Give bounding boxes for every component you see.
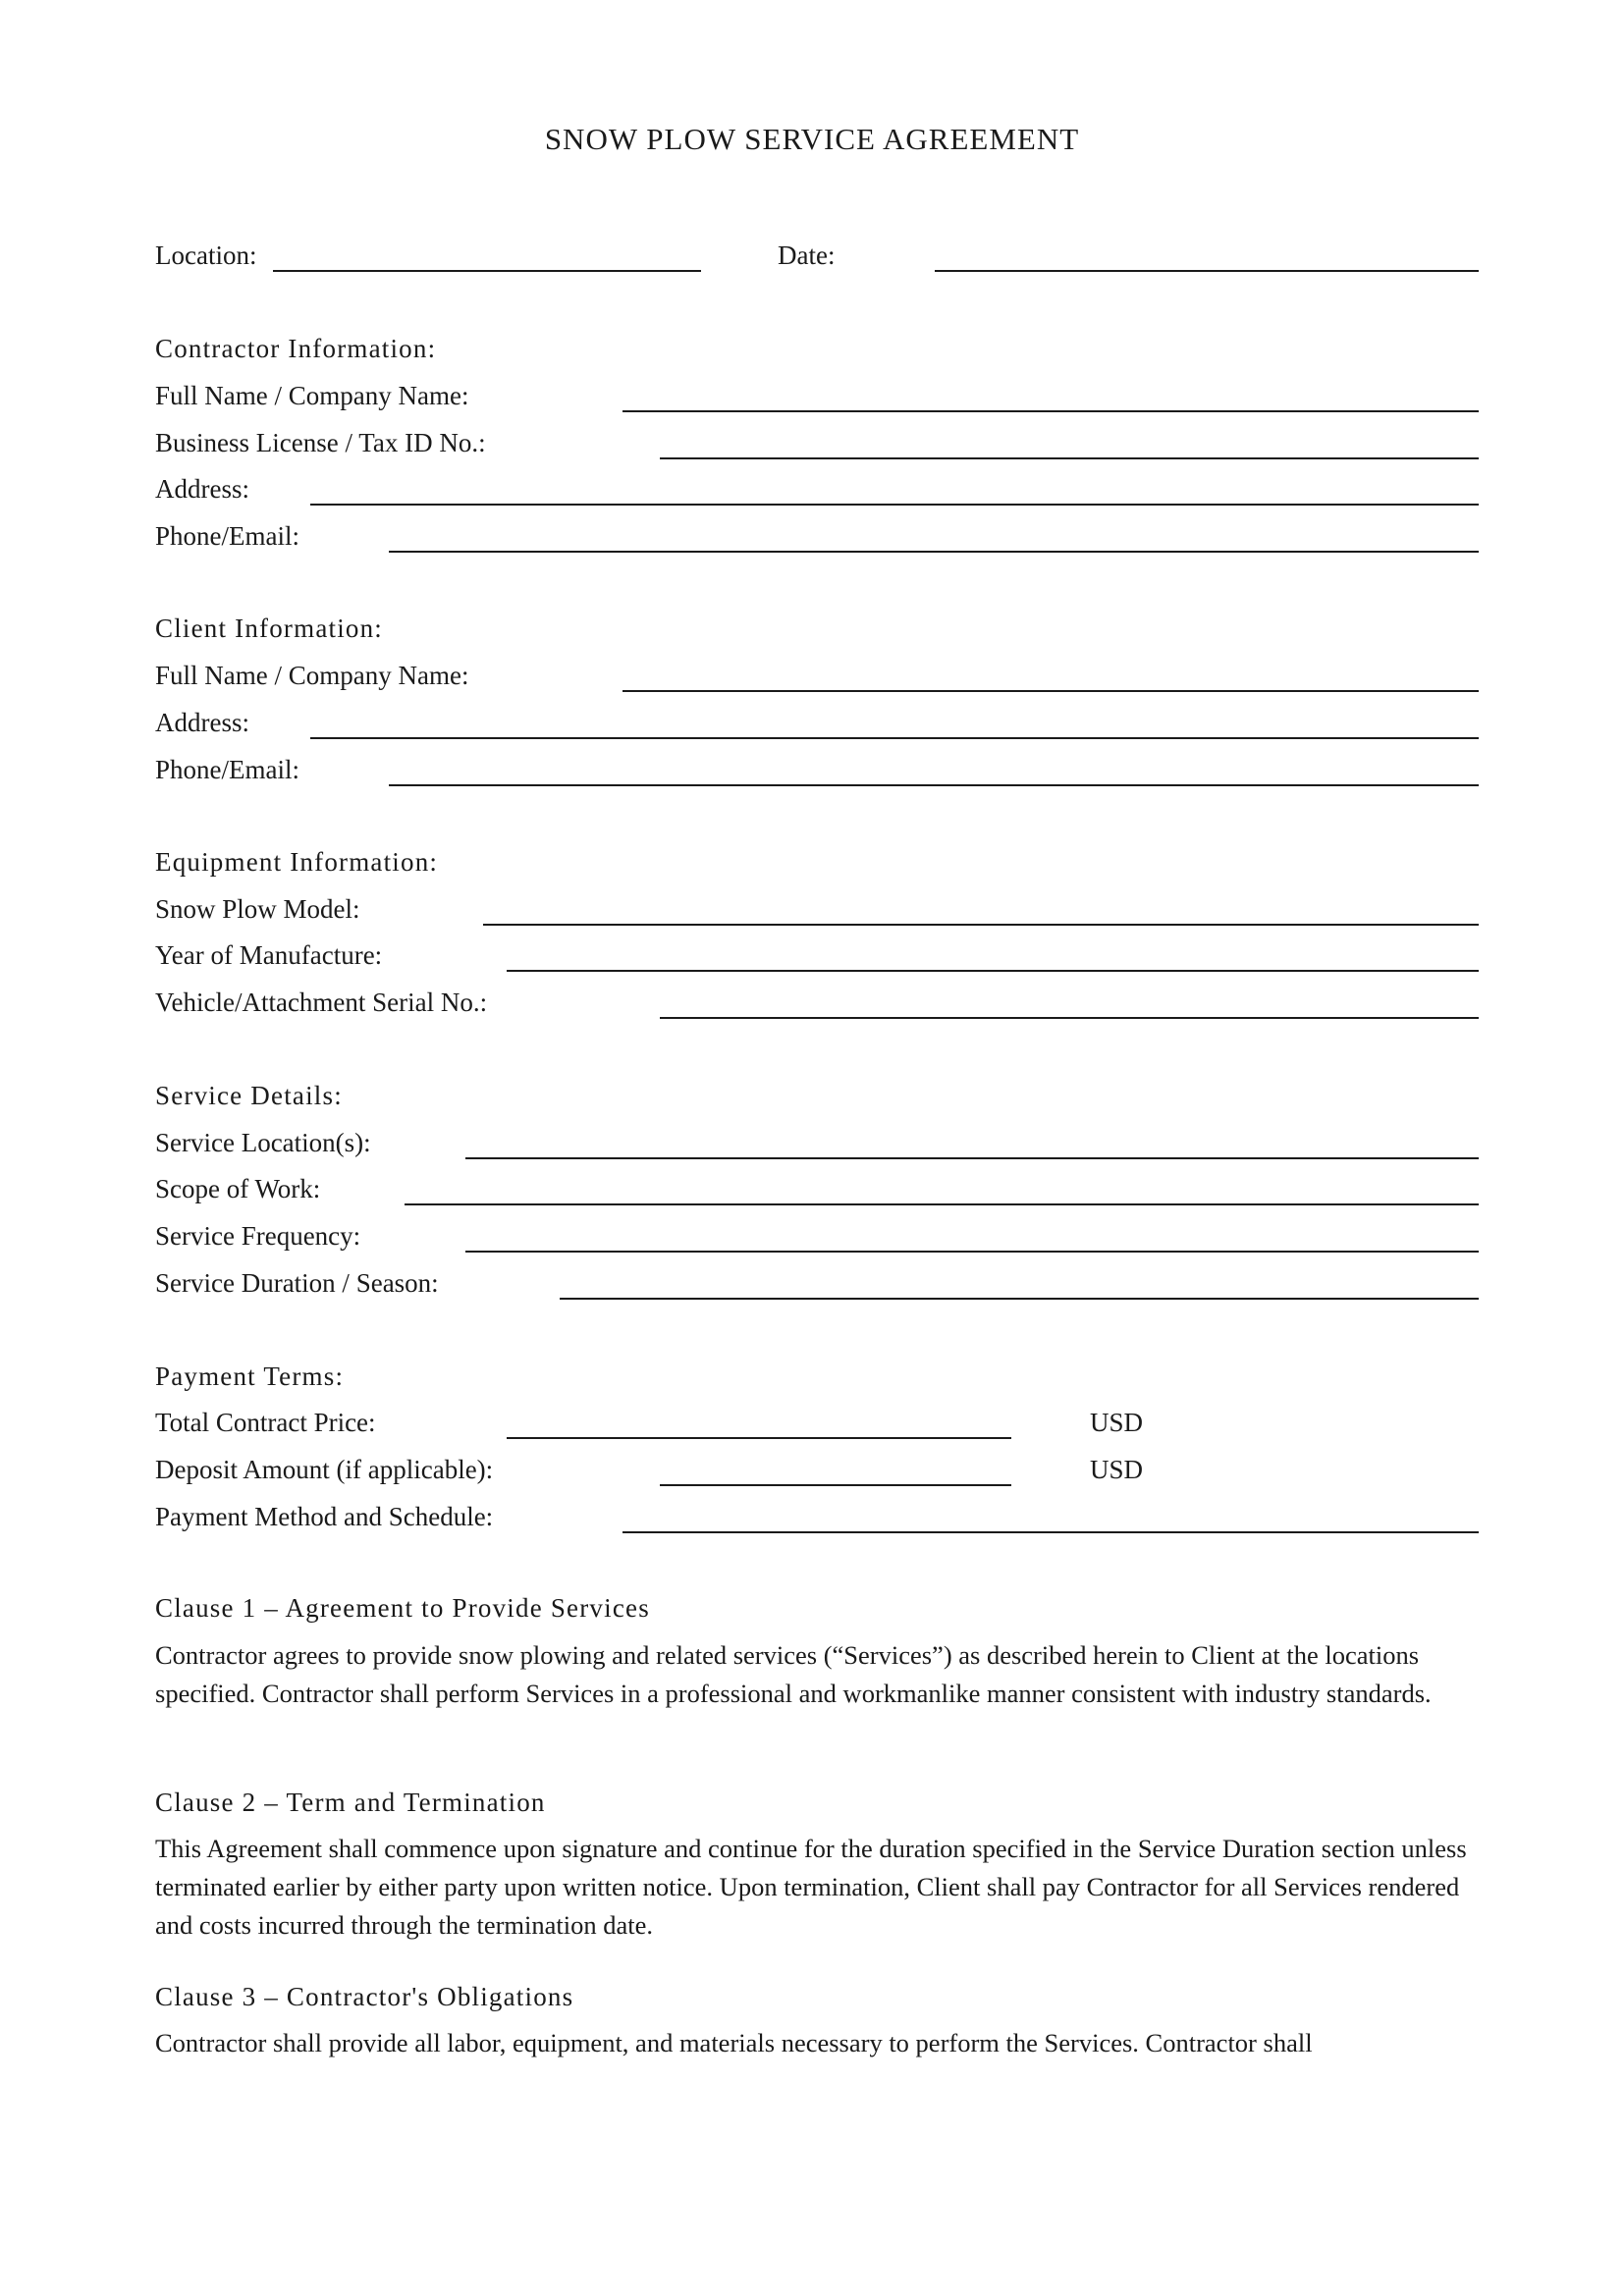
service-location-field[interactable] xyxy=(465,1157,1479,1159)
client-address-label: Address: xyxy=(155,708,249,737)
scope-label: Scope of Work: xyxy=(155,1174,321,1203)
serial-label: Vehicle/Attachment Serial No.: xyxy=(155,988,488,1017)
contractor-info-heading: Contractor Information: xyxy=(155,334,437,363)
duration-field[interactable] xyxy=(560,1298,1479,1300)
contractor-name-field[interactable] xyxy=(623,410,1479,412)
duration-label: Service Duration / Season: xyxy=(155,1268,439,1298)
contractor-phone-field[interactable] xyxy=(389,551,1479,553)
total-price-currency: USD xyxy=(1090,1408,1144,1437)
contractor-address-label: Address: xyxy=(155,474,249,504)
client-phone-field[interactable] xyxy=(389,784,1479,786)
location-field[interactable] xyxy=(273,270,701,272)
location-label: Location: xyxy=(155,240,257,270)
date-label: Date: xyxy=(778,240,836,270)
serial-field[interactable] xyxy=(660,1017,1479,1019)
payment-method-label: Payment Method and Schedule: xyxy=(155,1502,494,1531)
clause-3-heading: Clause 3 – Contractor's Obligations xyxy=(155,1982,574,2011)
client-phone-label: Phone/Email: xyxy=(155,755,299,784)
client-name-label: Full Name / Company Name: xyxy=(155,661,469,690)
plow-model-field[interactable] xyxy=(483,924,1479,926)
client-address-field[interactable] xyxy=(310,737,1479,739)
service-location-label: Service Location(s): xyxy=(155,1128,371,1157)
deposit-field[interactable] xyxy=(660,1484,1011,1486)
clause-1-text: Contractor agrees to provide snow plowing and related services (“Services”) as described herein to Client at the locations specified. Contractor shall perform Services in a professional and workmanlike manner consistent with industry standards. xyxy=(155,1640,1432,1708)
client-name-field[interactable] xyxy=(623,690,1479,692)
document-title: SNOW PLOW SERVICE AGREEMENT xyxy=(544,122,1080,156)
deposit-label: Deposit Amount (if applicable): xyxy=(155,1455,494,1484)
plow-model-label: Snow Plow Model: xyxy=(155,894,360,924)
clause-1-heading: Clause 1 – Agreement to Provide Services xyxy=(155,1593,650,1623)
equipment-info-heading: Equipment Information: xyxy=(155,847,439,877)
year-label: Year of Manufacture: xyxy=(155,940,383,970)
total-price-label: Total Contract Price: xyxy=(155,1408,376,1437)
payment-method-field[interactable] xyxy=(623,1531,1479,1533)
contractor-phone-label: Phone/Email: xyxy=(155,521,299,551)
contractor-license-field[interactable] xyxy=(660,457,1479,459)
frequency-label: Service Frequency: xyxy=(155,1221,361,1251)
deposit-currency: USD xyxy=(1090,1455,1144,1484)
clause-2-text: This Agreement shall commence upon signature and continue for the duration specified in the Service Duration section unless terminated earlier by either party upon written notice. Upon termination, Client shall pay Contractor for all Services rendered and costs incurred through the termination date. xyxy=(155,1834,1467,1940)
contractor-address-field[interactable] xyxy=(310,504,1479,506)
clause-3-text: Contractor shall provide all labor, equipment, and materials necessary to perform the Services. Contractor shall xyxy=(155,2028,1313,2057)
date-field[interactable] xyxy=(935,270,1479,272)
clause-2-heading: Clause 2 – Term and Termination xyxy=(155,1788,546,1817)
total-price-field[interactable] xyxy=(507,1437,1011,1439)
service-details-heading: Service Details: xyxy=(155,1081,343,1110)
frequency-field[interactable] xyxy=(465,1251,1479,1253)
year-field[interactable] xyxy=(507,970,1479,972)
contractor-name-label: Full Name / Company Name: xyxy=(155,381,469,410)
payment-terms-heading: Payment Terms: xyxy=(155,1362,345,1391)
scope-field[interactable] xyxy=(405,1203,1479,1205)
client-info-heading: Client Information: xyxy=(155,614,384,643)
contractor-license-label: Business License / Tax ID No.: xyxy=(155,428,486,457)
